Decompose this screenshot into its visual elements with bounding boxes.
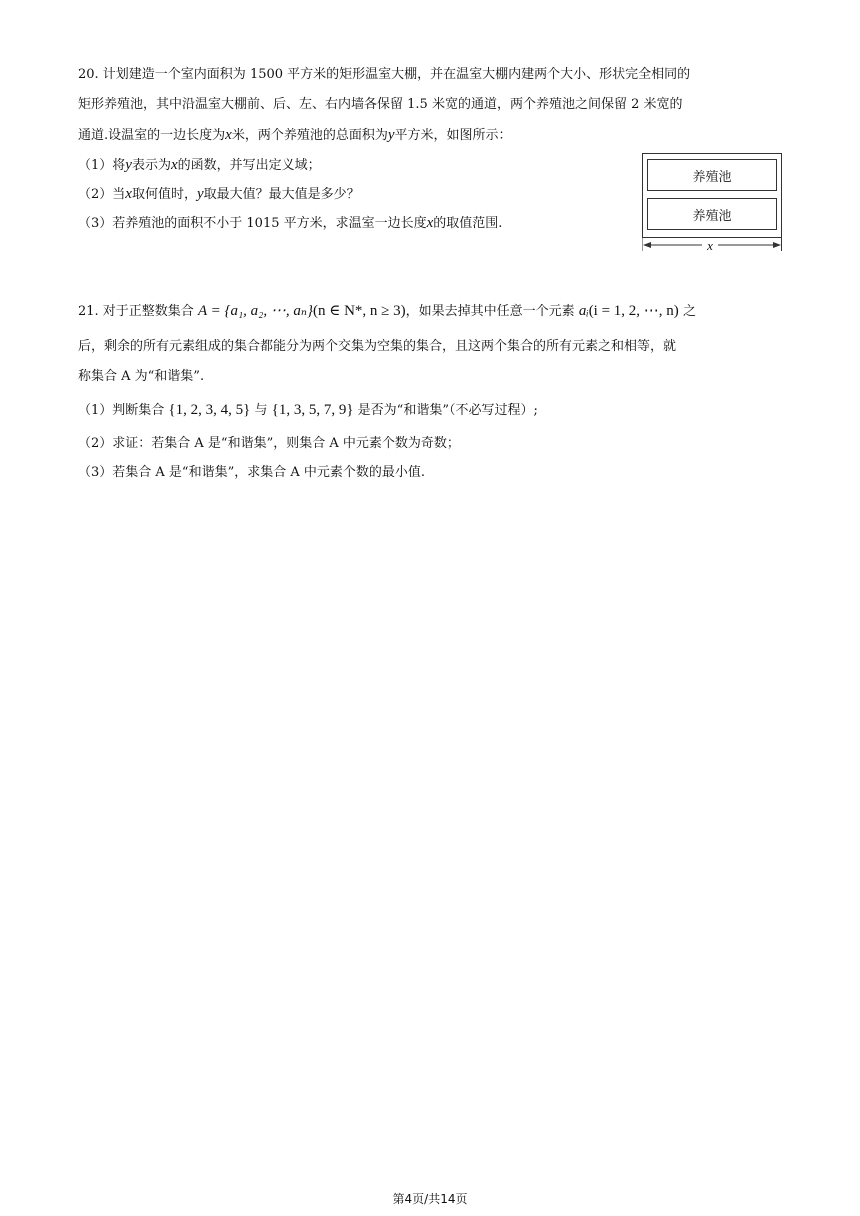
q20-text-3c: 平方米，如图所示： (394, 128, 512, 143)
index-range: (i = 1, 2, ⋯, n) (588, 303, 679, 319)
pool-bottom: 养殖池 (647, 198, 777, 230)
q20-p1-text-b: 表示为 (131, 158, 171, 173)
q20-line-1 (78, 66, 690, 84)
q20-text-3b: 米，两个养殖池的总面积为 (231, 128, 388, 143)
q21-text-1b: ，如果去掉其中任意一个元素 (405, 304, 575, 319)
dimension-label: x (707, 238, 713, 253)
q20-p1-text-c: 的函数，并写出定义域； (177, 158, 321, 173)
q21-p2-text: （2）求证：若集合 A 是“和谐集”，则集合 A 中元素个数为奇数； (78, 436, 460, 451)
q20-part-1 (78, 156, 321, 175)
q20-part-3 (78, 214, 502, 233)
q21-text-1a: 21. 对于正整数集合 (78, 304, 194, 319)
page-footer: 第4页/共14页 (392, 1192, 468, 1206)
q20-p2-text-a: （2）当 (78, 187, 126, 202)
q20-text-1: 20. 计划建造一个室内面积为 1500 平方米的矩形温室大棚，并在温室大棚内建两个大小、形状完全相同的 (78, 67, 691, 82)
q20-part-2 (78, 185, 360, 204)
q20-text-3a: 通道.设温室的一边长度为 (78, 128, 226, 143)
q21-text-2: 后，剩余的所有元素组成的集合都能分为两个交集为空集的集合，且这两个集合的所有元素之和相等，就 (78, 339, 677, 354)
q20-text-2: 矩形养殖池，其中沿温室大棚前、后、左、右内墙各保留 1.5 米宽的通道，两个养殖池之间保留 2 米宽的 (78, 97, 683, 112)
var-x: x (225, 127, 232, 143)
var-x: x (170, 157, 178, 173)
var-x: x (426, 215, 434, 231)
set-1: {1, 2, 3, 4, 5} (168, 402, 251, 418)
q21-text-3: 称集合 A 为“和谐集”. (78, 369, 205, 384)
q20-p1-text-a: （1）将 (78, 158, 126, 173)
q20-p3-text-a: （3）若养殖池的面积不小于 1015 平方米，求温室一边长度 (78, 216, 427, 231)
q21-p1-text-b: 与 (254, 403, 268, 418)
q21-line-3 (78, 368, 204, 386)
element-ai: aᵢ (578, 303, 589, 319)
q20-p3-text-b: 的取值范围. (433, 216, 503, 231)
q20-line-3 (78, 126, 512, 145)
greenhouse-outline (642, 153, 782, 238)
q21-part-2 (78, 435, 460, 453)
dimension-arrow (642, 235, 782, 255)
q21-p1-text-c: 是否为“和谐集”（不必写过程）; (357, 403, 538, 418)
var-x: x (125, 186, 132, 202)
q21-part-3 (78, 464, 425, 482)
q21-line-2 (78, 338, 676, 356)
q21-p1-text-a: （1）判断集合 (78, 403, 165, 418)
q21-p3-text: （3）若集合 A 是“和谐集”，求集合 A 中元素个数的最小值. (78, 465, 426, 480)
set-a-definition: A = {a₁, a₂, ⋯, aₙ} (197, 303, 313, 319)
q21-line-1 (78, 302, 696, 321)
var-y: y (196, 186, 204, 202)
q20-p2-text-b: 取何值时， (131, 187, 197, 202)
q20-p2-text-c: 取最大值？最大值是多少？ (203, 187, 360, 202)
var-y: y (387, 127, 395, 143)
set-2: {1, 3, 5, 7, 9} (271, 402, 354, 418)
set-condition: (n ∈ N*, n ≥ 3) (312, 303, 406, 319)
var-y: y (125, 157, 132, 173)
q20-line-2 (78, 96, 682, 114)
q21-part-1 (78, 401, 538, 420)
q21-text-1c: 之 (682, 304, 696, 319)
greenhouse-figure (642, 153, 782, 253)
pool-top: 养殖池 (647, 159, 777, 191)
